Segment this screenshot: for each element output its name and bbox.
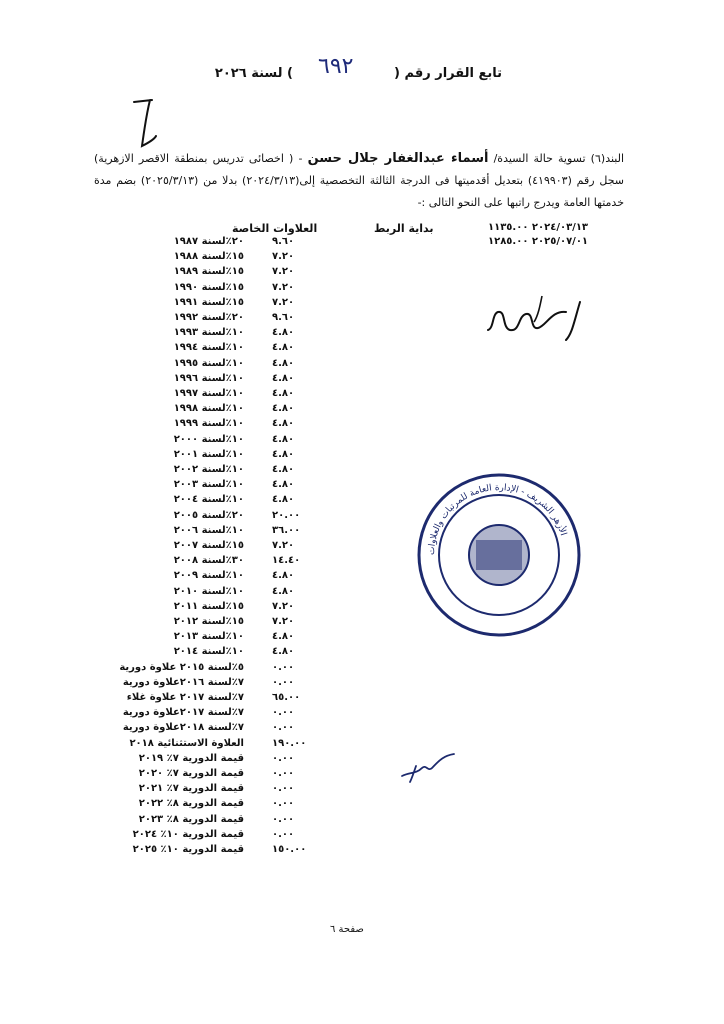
allowance-value: ٤.٨٠ bbox=[272, 646, 295, 658]
allowance-row bbox=[126, 631, 302, 646]
allowance-label: ١٠٪لسنة ٢٠٠٠ bbox=[173, 433, 244, 445]
allowance-label: ٧٪لسنة ٢٠١٧علاوة دورية bbox=[122, 707, 244, 719]
allowance-label: ٧٪لسنة ٢٠١٦علاوة دورية bbox=[122, 676, 244, 688]
allowance-value: ٧.٢٠ bbox=[272, 296, 295, 308]
allowance-label: ١٠٪لسنة ٢٠٠١ bbox=[173, 448, 244, 460]
allowance-label: ١٠٪لسنة ١٩٩٥ bbox=[173, 357, 244, 369]
allowance-row bbox=[126, 525, 302, 540]
allowance-value: ٧.٢٠ bbox=[272, 266, 295, 278]
allowance-row bbox=[126, 282, 302, 297]
allowance-value: ٤.٨٠ bbox=[272, 327, 295, 339]
allowance-row bbox=[126, 312, 302, 327]
allowance-row bbox=[126, 403, 302, 418]
allowance-value: ٦٥.٠٠ bbox=[272, 692, 301, 703]
allowance-row bbox=[126, 358, 302, 373]
allowance-row bbox=[119, 661, 302, 677]
allowance-value: ٧.٢٠ bbox=[272, 600, 295, 612]
allowance-value: ٠.٠٠ bbox=[272, 813, 295, 825]
allowance-value: ٠.٠٠ bbox=[272, 722, 295, 734]
employee-name: أسماء عبدالغفار جلال حسن bbox=[307, 151, 489, 166]
allowance-label: ٧٪لسنة ٢٠١٨علاوة دورية bbox=[122, 722, 244, 734]
allowance-value: ٤.٨٠ bbox=[272, 357, 295, 369]
allowance-value: ٤.٨٠ bbox=[272, 418, 295, 430]
allowance-row bbox=[126, 829, 302, 844]
allowance-value: ٤.٨٠ bbox=[272, 403, 295, 415]
allowance-value: ٠.٠٠ bbox=[272, 783, 295, 795]
allowance-label: ١٠٪لسنة ١٩٩٧ bbox=[173, 388, 244, 399]
allowance-row bbox=[126, 373, 302, 388]
allowance-label: ١٠٪لسنة ١٩٩٩ bbox=[173, 418, 244, 430]
allowance-label: قيمة الدورية ٨٪ ٢٠٢٢ bbox=[138, 798, 244, 810]
allowance-row bbox=[126, 342, 302, 357]
allowance-row bbox=[126, 388, 302, 403]
allowance-row bbox=[126, 297, 302, 312]
allowance-value: ٠.٠٠ bbox=[272, 752, 295, 764]
allowance-label: ١٥٪لسنة ٢٠١٢ bbox=[173, 616, 244, 627]
paragraph-lead: البند(٦) تسوية حالة السيدة/ bbox=[493, 152, 625, 165]
official-stamp bbox=[414, 470, 584, 640]
start-header: بداية الربط bbox=[374, 222, 434, 235]
stamp-text: الأزهر الشريف - الإدارة العامة للمرتبات والعلاوات bbox=[426, 482, 568, 556]
allowance-row bbox=[126, 646, 302, 661]
allowance-label: ٧٪لسنة ٢٠١٧ علاوة غلاء bbox=[126, 692, 244, 703]
allowance-row bbox=[126, 418, 302, 433]
allowance-row bbox=[126, 449, 302, 464]
allowance-label: ١٥٪لسنة ١٩٩١ bbox=[173, 296, 244, 308]
allowance-value: ٤.٨٠ bbox=[272, 388, 295, 399]
allowance-row bbox=[126, 586, 302, 601]
allowance-label: ١٠٪لسنة ١٩٩٣ bbox=[173, 327, 244, 339]
allowance-row bbox=[122, 676, 302, 692]
allowance-value: ٧.٢٠ bbox=[272, 251, 295, 263]
allowance-value: ٤.٨٠ bbox=[272, 570, 295, 582]
allowance-value: ٤.٨٠ bbox=[272, 464, 295, 475]
allowance-value: ٠.٠٠ bbox=[272, 661, 295, 673]
allowance-value: ٧.٢٠ bbox=[272, 281, 295, 293]
allowance-value: ٤.٨٠ bbox=[272, 433, 295, 445]
allowance-row bbox=[126, 434, 302, 449]
allowance-row bbox=[126, 464, 302, 479]
allowance-row bbox=[126, 616, 302, 631]
allowance-value: ٢٠.٠٠ bbox=[272, 509, 301, 521]
allowance-label: قيمة الدورية ٨٪ ٢٠٢٣ bbox=[138, 813, 244, 825]
allowance-row bbox=[126, 327, 302, 342]
allowance-row bbox=[126, 798, 302, 813]
allowance-label: ٢٠٪لسنة ١٩٨٧ bbox=[173, 236, 244, 247]
start-row: ٢٠٢٤/٠٣/١٣ ١١٣٥.٠٠ bbox=[488, 222, 589, 233]
signature-secondary bbox=[398, 746, 458, 786]
allowance-label: ١٠٪لسنة ٢٠١٠ bbox=[173, 585, 244, 597]
allowance-label: ٥٪لسنة ٢٠١٥ علاوة دورية bbox=[119, 661, 244, 673]
allowance-value: ١٤.٤٠ bbox=[272, 555, 301, 567]
allowance-row bbox=[126, 540, 302, 555]
allowance-label: قيمة الدورية ١٠٪ ٢٠٢٥ bbox=[132, 844, 244, 855]
signature-primary bbox=[482, 282, 592, 352]
header-prefix: تابع القرار رقم ( bbox=[394, 66, 502, 81]
allowance-value: ٠.٠٠ bbox=[272, 798, 295, 810]
allowance-row bbox=[122, 707, 302, 722]
allowance-label: ١٥٪لسنة ٢٠١١ bbox=[173, 600, 244, 612]
allowances-header: العلاوات الخاصة bbox=[232, 222, 318, 235]
allowance-value: ٣٦.٠٠ bbox=[272, 524, 301, 536]
allowance-value: ٩.٦٠ bbox=[272, 236, 295, 247]
allowance-row bbox=[126, 479, 302, 494]
allowance-label: ١٠٪لسنة ٢٠٠٤ bbox=[173, 494, 244, 506]
allowance-value: ٠.٠٠ bbox=[272, 828, 295, 840]
decision-paragraph bbox=[94, 148, 624, 214]
allowance-value: ٤.٨٠ bbox=[272, 631, 295, 643]
allowance-row bbox=[126, 251, 302, 266]
allowance-label: ٣٠٪لسنة ٢٠٠٨ bbox=[173, 555, 244, 567]
allowance-label: ١٥٪لسنة ١٩٨٩ bbox=[173, 266, 244, 278]
allowance-value: ٤.٨٠ bbox=[272, 585, 295, 597]
allowance-label: ١٥٪لسنة ٢٠٠٧ bbox=[173, 540, 244, 551]
allowance-label: ٢٠٪لسنة ٢٠٠٥ bbox=[173, 509, 244, 521]
header-suffix: ) لسنة ٢٠٢٦ bbox=[214, 66, 293, 81]
allowance-row bbox=[126, 236, 302, 251]
allowance-label: ١٠٪لسنة ١٩٩٦ bbox=[173, 372, 244, 384]
allowance-label: ١٠٪لسنة ٢٠٠٢ bbox=[173, 464, 244, 475]
allowance-row bbox=[126, 737, 307, 753]
allowance-label: العلاوة الاستثنائية ٢٠١٨ bbox=[129, 737, 244, 749]
allowance-row bbox=[126, 814, 302, 829]
allowance-value: ٤.٨٠ bbox=[272, 479, 295, 491]
allowance-row bbox=[126, 692, 302, 707]
start-row: ٢٠٢٥/٠٧/٠١ ١٢٨٥.٠٠ bbox=[488, 236, 589, 247]
allowance-value: ٧.٢٠ bbox=[272, 616, 295, 627]
allowance-label: ١٠٪لسنة ٢٠١٤ bbox=[173, 646, 244, 658]
decision-number-handwritten: ٦٩٢ bbox=[318, 54, 354, 79]
allowance-value: ٤.٨٠ bbox=[272, 494, 295, 506]
allowance-label: قيمة الدورية ٧٪ ٢٠١٩ bbox=[138, 752, 244, 764]
allowance-label: ١٠٪لسنة ٢٠٠٩ bbox=[173, 570, 244, 582]
allowance-value: ٠.٠٠ bbox=[272, 676, 295, 688]
allowance-label: ١٠٪لسنة ٢٠٠٣ bbox=[173, 479, 244, 491]
handwritten-page-mark bbox=[120, 94, 180, 154]
allowance-value: ٤.٨٠ bbox=[272, 342, 295, 354]
allowance-row bbox=[126, 601, 302, 616]
allowance-label: ١٥٪لسنة ١٩٩٠ bbox=[173, 281, 244, 293]
allowance-row bbox=[126, 753, 302, 768]
allowance-value: ٤.٨٠ bbox=[272, 448, 295, 460]
allowance-value: ٠.٠٠ bbox=[272, 768, 295, 779]
allowance-label: ١٠٪لسنة ١٩٩٤ bbox=[173, 342, 244, 354]
allowance-row bbox=[126, 494, 302, 509]
paragraph-body: - ( اخصائى تدريس بمنطقة الاقصر الازهرية) سجل رقم (٤١٩٩٠٣) بتعديل أقدميتها فى الدرجة الثالثة التخصصية إلى(٢٠٢٤/٣/١٣) بدلا من (٢٠٢٥/٣/١٣) بضم مدة خدمتها العامة ويدرج راتبها على النحو التالى :- bbox=[94, 152, 625, 209]
allowance-value: ١٥٠.٠٠ bbox=[272, 844, 307, 855]
allowance-row bbox=[126, 555, 302, 570]
allowance-label: ١٥٪لسنة ١٩٨٨ bbox=[173, 251, 244, 263]
allowance-row bbox=[126, 783, 302, 798]
allowance-value: ٠.٠٠ bbox=[272, 707, 295, 719]
allowance-value: ٩.٦٠ bbox=[272, 312, 295, 323]
allowance-value: ٧.٢٠ bbox=[272, 540, 295, 551]
allowance-label: قيمة الدورية ٧٪ ٢٠٢١ bbox=[138, 783, 244, 795]
allowance-row bbox=[126, 844, 307, 859]
allowance-label: قيمة الدورية ١٠٪ ٢٠٢٤ bbox=[132, 828, 244, 840]
allowance-row bbox=[126, 266, 302, 281]
allowance-label: ١٠٪لسنة ١٩٩٨ bbox=[173, 403, 244, 415]
allowance-label: ١٠٪لسنة ٢٠١٣ bbox=[173, 631, 244, 643]
allowances-list bbox=[119, 236, 307, 876]
allowance-row bbox=[126, 768, 302, 783]
allowance-label: قيمة الدورية ٧٪ ٢٠٢٠ bbox=[138, 768, 244, 779]
decision-header bbox=[215, 66, 502, 81]
allowance-label: ١٠٪لسنة ٢٠٠٦ bbox=[173, 524, 244, 536]
allowance-row bbox=[126, 570, 302, 585]
allowance-row bbox=[122, 722, 302, 737]
allowance-label: ٢٠٪لسنة ١٩٩٢ bbox=[173, 312, 244, 323]
allowance-value: ٤.٨٠ bbox=[272, 372, 295, 384]
allowance-value: ١٩٠.٠٠ bbox=[272, 737, 307, 749]
allowance-row bbox=[126, 510, 302, 525]
page-footer: صفحة ٦ bbox=[330, 924, 364, 935]
